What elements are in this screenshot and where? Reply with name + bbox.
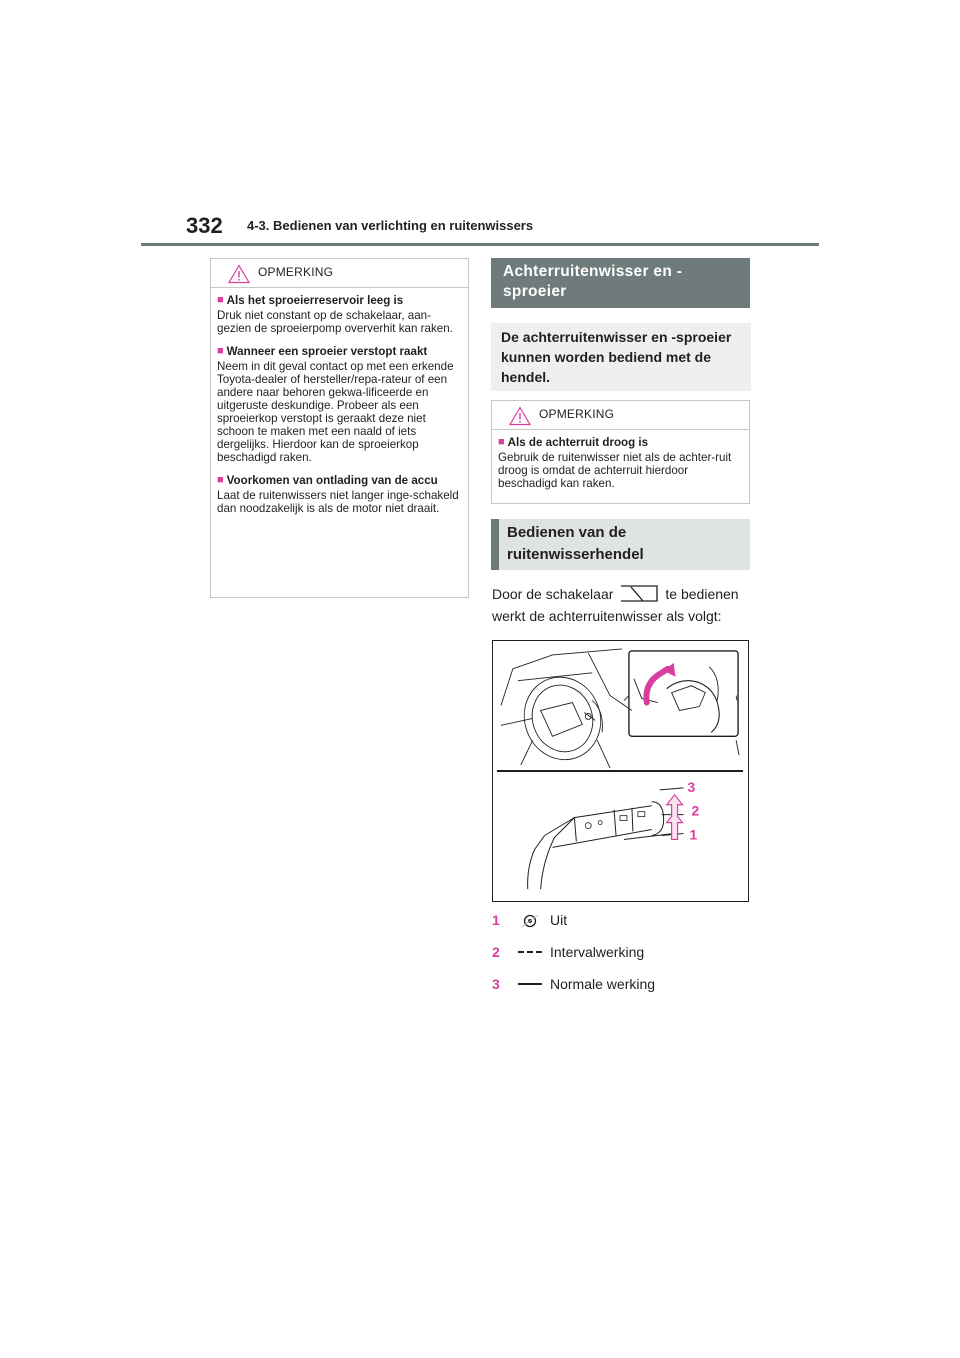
- notice-box-right: [491, 400, 750, 504]
- legend-label: Uit: [550, 912, 568, 928]
- notice-label: OPMERKING: [258, 265, 334, 279]
- notice-item-text: Gebruik de ruitenwisser niet als de achter-ruit droog is omdat de achterruit hierdoor beschadigd kan raken.: [498, 451, 732, 490]
- notice-header: [211, 259, 468, 288]
- legend-label: Normale werking: [550, 976, 656, 992]
- solid-line-icon: [518, 977, 542, 993]
- legend-item-interval: [492, 944, 752, 966]
- bullet-square-icon: ■: [217, 474, 224, 486]
- notice-item: [217, 345, 462, 464]
- notice-box-left: [210, 258, 469, 598]
- page-number: 332: [186, 213, 223, 238]
- callout-3: 3: [687, 778, 696, 795]
- legend-item-off: [492, 912, 752, 934]
- wiper-lever-illustration: [492, 640, 749, 902]
- dashed-line-icon: [518, 945, 542, 961]
- section-title: 4-3. Bedienen van verlichting en ruitenwissers: [247, 218, 534, 233]
- warning-icon: [509, 406, 531, 426]
- notice-item-title: Als de achterruit droog is: [507, 436, 649, 449]
- notice-item: [217, 294, 462, 335]
- notice-label: OPMERKING: [539, 407, 615, 421]
- notice-item-title: Als het sproeierreservoir leeg is: [226, 294, 404, 307]
- rear-wiper-summary: De achterruitenwisser en -sproeier kunnen worden bediend met de hendel.: [491, 323, 751, 391]
- notice-body: [492, 430, 749, 498]
- bullet-square-icon: ■: [217, 294, 224, 306]
- callout-1: 1: [689, 826, 698, 843]
- legend-item-normal: [492, 976, 752, 998]
- rear-wiper-heading: Achterruitenwisser en -sproeier: [491, 258, 750, 308]
- intro-text-before: Door de schakelaar: [492, 586, 614, 602]
- notice-item-text: Druk niet constant op de schakelaar, aan-gezien de sproeierpomp oververhit kan raken.: [217, 309, 453, 335]
- notice-header: [492, 401, 749, 430]
- notice-item-title: Voorkomen van ontlading van de accu: [226, 474, 438, 487]
- notice-item-text: Laat de ruitenwissers niet langer inge-schakeld dan noodzakelijk is als de motor niet draait.: [217, 489, 459, 515]
- notice-item: [498, 436, 743, 490]
- rear-wiper-icon: [619, 583, 659, 603]
- lever-heading: Bedienen van de ruitenwisserhendel: [491, 519, 750, 570]
- off-icon: [518, 913, 542, 929]
- header-rule: [141, 243, 819, 246]
- legend-number: 3: [492, 976, 500, 992]
- lever-intro: [492, 583, 752, 627]
- callout-2: 2: [691, 802, 700, 819]
- wiper-lever-drawing: [493, 641, 748, 901]
- warning-icon: [228, 264, 250, 284]
- notice-item-text: Neem in dit geval contact op met een erkende Toyota-dealer of hersteller/repa-rateur of een andere naar behoren gekwa-lificeerde en uitgeruste deskundige. Probeer als een sproeierkop verstopt is geraakt deze niet schoon te maken met een naald of iets dergelijks. Hierdoor kan de sproeierkop beschadigd raken.: [217, 360, 454, 464]
- intro-text-after: te bedienen werkt de achterruitenwisser als volgt:: [492, 586, 739, 624]
- notice-body: [211, 288, 468, 523]
- legend-number: 1: [492, 912, 500, 928]
- notice-item: [217, 474, 462, 515]
- legend-number: 2: [492, 944, 500, 960]
- notice-item-title: Wanneer een sproeier verstopt raakt: [226, 345, 428, 358]
- bullet-square-icon: ■: [217, 345, 224, 357]
- legend-label: Intervalwerking: [550, 944, 645, 960]
- bullet-square-icon: ■: [498, 436, 505, 448]
